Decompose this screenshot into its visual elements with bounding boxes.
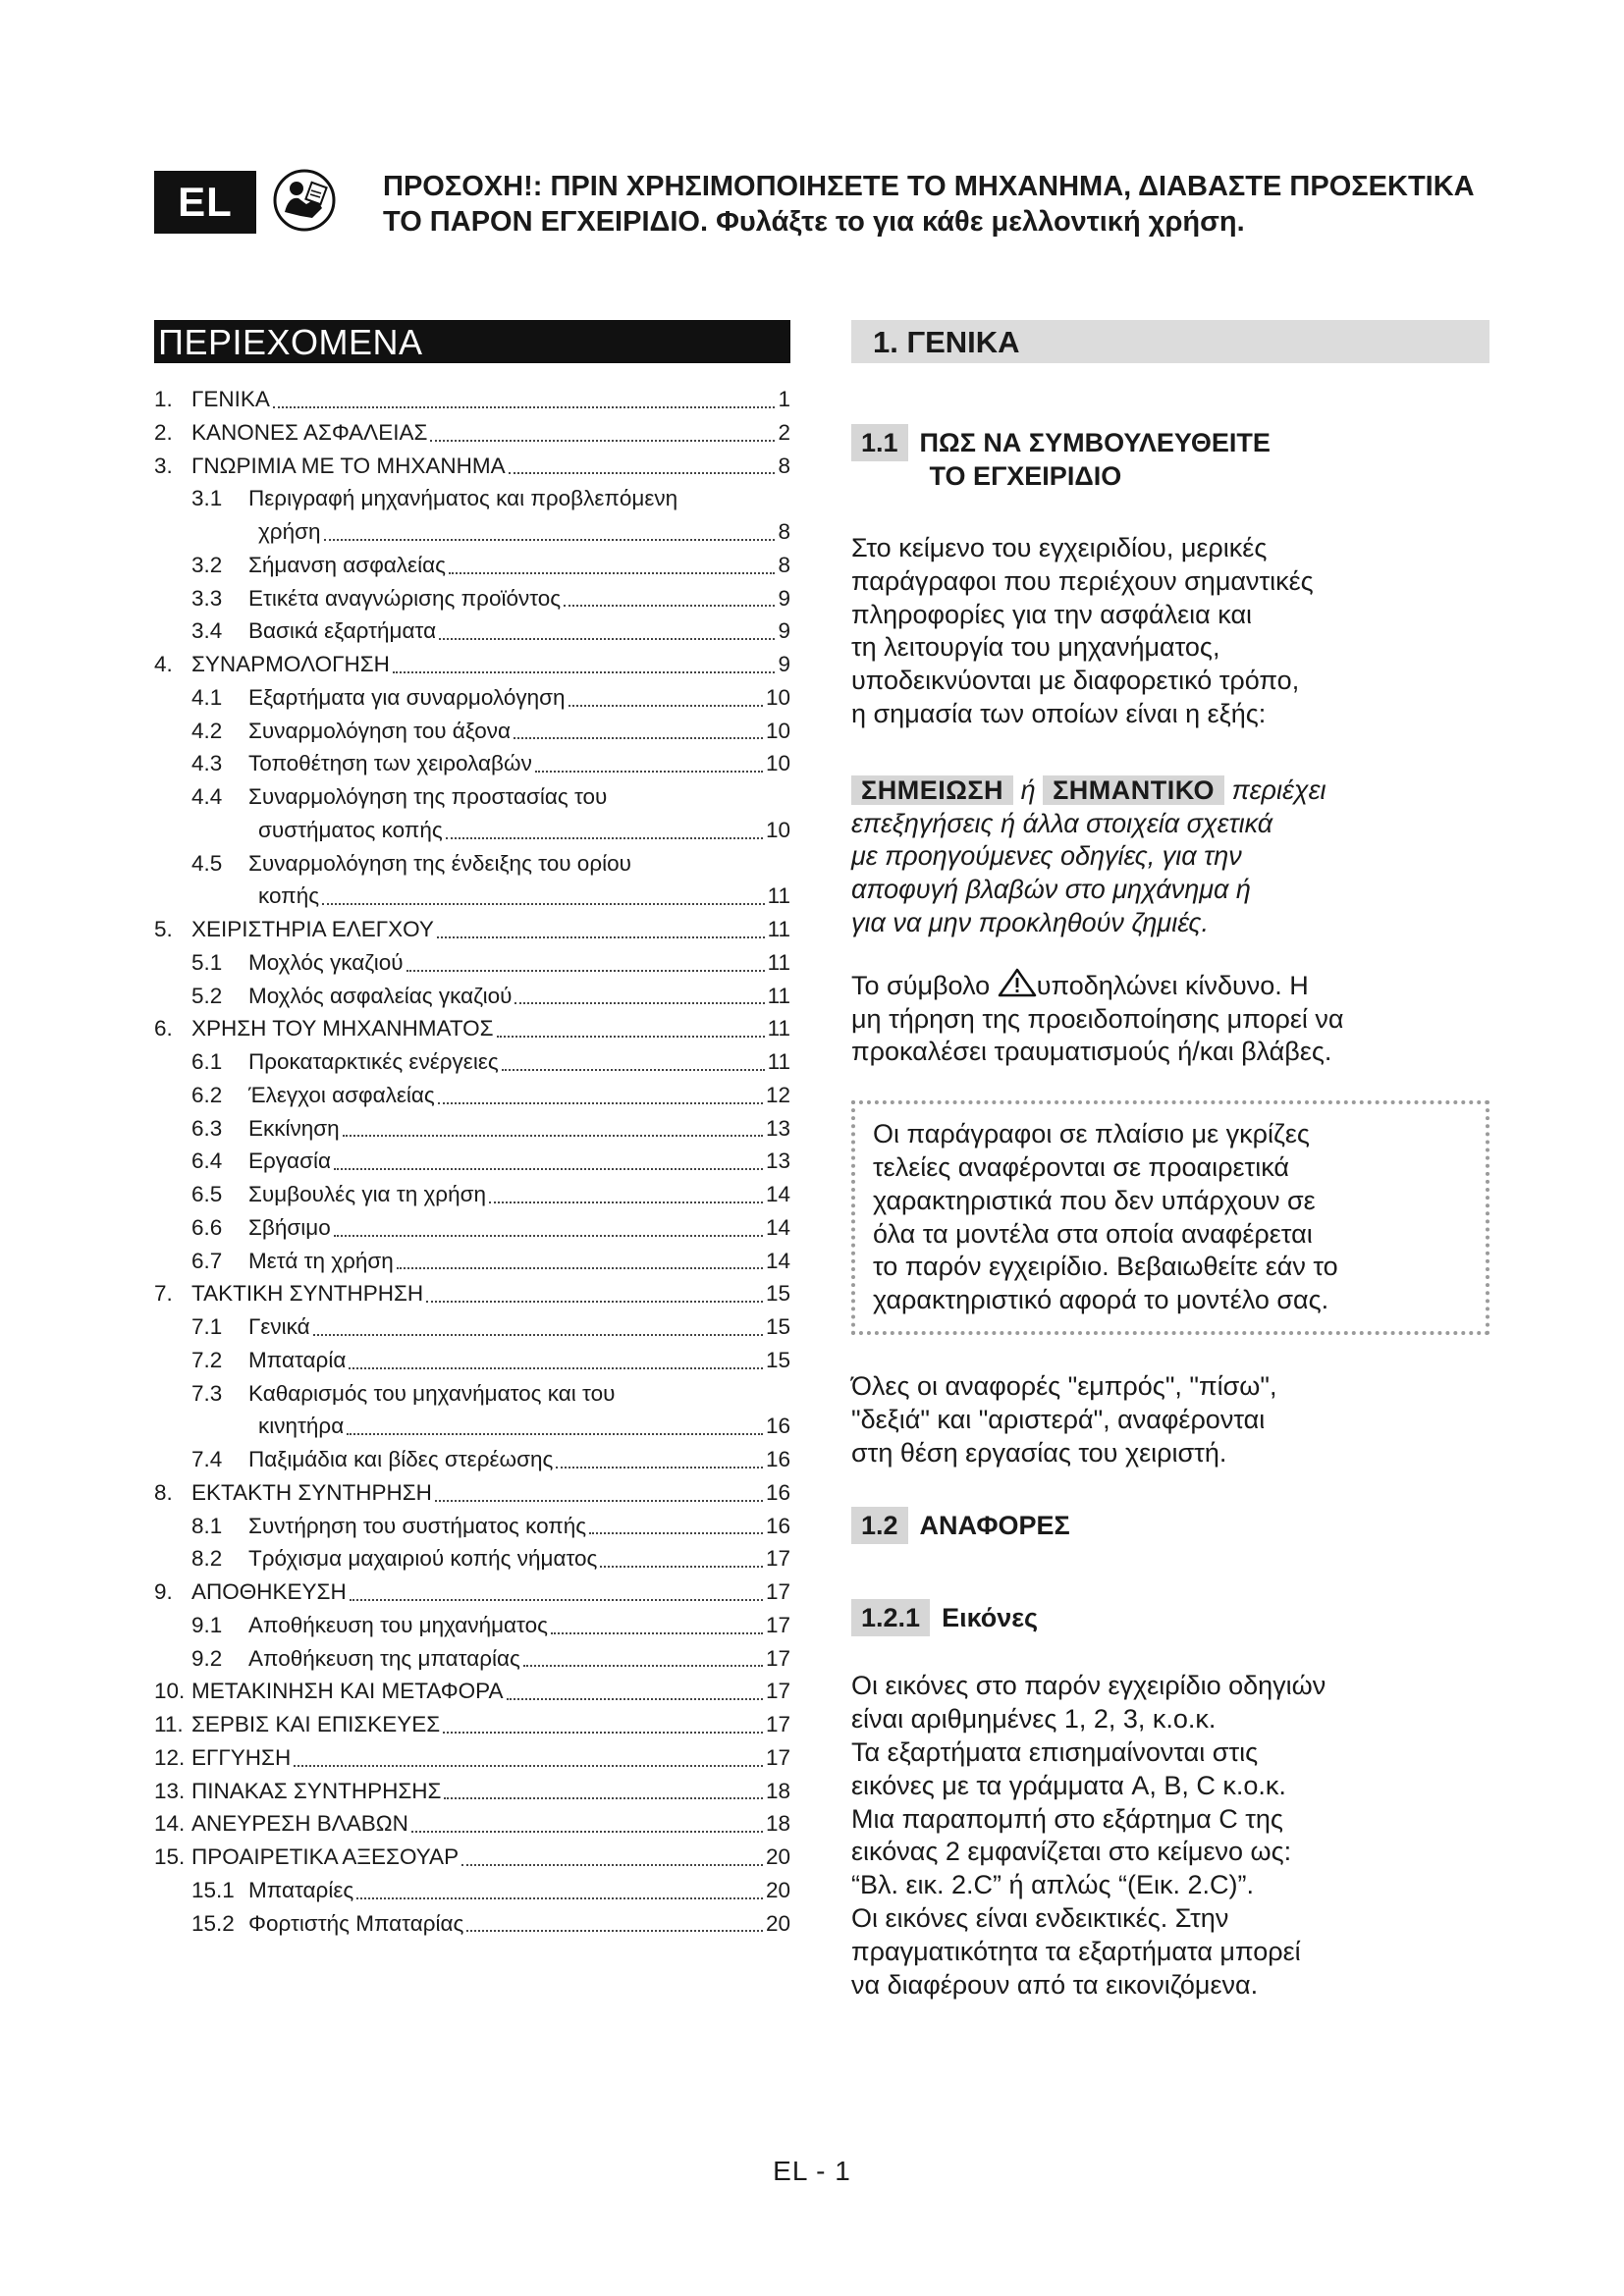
text-line: με προηγούμενες οδηγίες, για την [851, 841, 1242, 872]
toc-entry[interactable] [154, 1277, 790, 1310]
toc-dot-leader [406, 970, 765, 972]
header-warning [383, 169, 1522, 240]
toc-dot-leader [461, 1864, 763, 1866]
toc-entry-page: 10 [765, 684, 790, 710]
toc-entry-label: Προκαταρκτικές ενέργειες [248, 1049, 499, 1074]
toc-entry-number: 7.3 [191, 1380, 223, 1406]
toc-title: ΠΕΡΙΕΧΟΜΕΝΑ [154, 320, 790, 363]
note-after: περιέχει [1231, 774, 1326, 805]
toc-entry-number: 7. [154, 1281, 173, 1307]
reader-manual-icon [273, 169, 336, 232]
toc-entry-label: ΧΕΙΡΙΣΤΗΡΙΑ ΕΛΕΓΧΟΥ [191, 917, 434, 941]
note-paragraph [851, 774, 1489, 940]
toc-entry-page: 17 [765, 1579, 790, 1604]
toc-entry[interactable] [154, 1178, 790, 1211]
text-line: “Βλ. εικ. 2.C” ή απλώς “(Εικ. 2.C)”. [851, 1870, 1254, 1900]
text-line: η σημασία των οποίων είναι η εξής: [851, 698, 1267, 728]
toc-entry[interactable] [154, 648, 790, 681]
toc-entry-number: 7.1 [191, 1314, 223, 1339]
toc-entry[interactable] [154, 1609, 790, 1642]
toc-entry-page: 13 [765, 1115, 790, 1141]
text-line: είναι αριθμημένες 1, 2, 3, κ.ο.κ. [851, 1704, 1217, 1735]
toc-entry-label: ΑΠΟΘΗΚΕΥΣΗ [191, 1579, 347, 1604]
text-line: προκαλέσει τραυματισμούς ή/και βλάβες. [851, 1037, 1332, 1067]
toc-entry-page: 17 [765, 1645, 790, 1671]
text-line: "δεξιά" και "αριστερά", αναφέρονται [851, 1404, 1266, 1434]
toc-entry-label: κινητήρα [258, 1414, 345, 1439]
toc-entry[interactable] [154, 847, 790, 881]
toc-entry-number: 6.2 [191, 1082, 223, 1107]
toc-entry-number: 10. [154, 1679, 186, 1704]
toc-dot-leader [489, 1201, 763, 1203]
toc-entry-label: Μπαταρία [248, 1347, 347, 1372]
toc-entry[interactable] [154, 1476, 790, 1510]
subsection-title-line2: ΤΟ ΕΓΧΕΙΡΙΔΙΟ [929, 461, 1122, 491]
text-line: Οι εικόνες στο παρόν εγχειρίδιο οδηγιών [851, 1671, 1326, 1701]
toc-entry-number: 7.4 [191, 1447, 223, 1471]
directions-paragraph [851, 1370, 1489, 1469]
toc-entry-label: Σήμανση ασφαλείας [248, 552, 446, 577]
toc-entry-label: κοπής [258, 883, 320, 909]
toc-entry-label: Έλεγχοι ασφαλείας [248, 1082, 435, 1107]
toc-entry-page: 1 [778, 387, 790, 411]
text-line: εικόνες με τα γράμματα A, B, C κ.ο.κ. [851, 1770, 1286, 1800]
toc-entry-label: ΣΕΡΒΙΣ ΚΑΙ ΕΠΙΣΚΕΥΕΣ [191, 1712, 441, 1736]
toc-entry-number: 4.5 [191, 850, 223, 876]
text-line: Οι παράγραφοι σε πλαίσιο με γκρίζες [873, 1119, 1310, 1149]
toc-dot-leader [411, 1831, 763, 1833]
toc-entry-label: ΜΕΤΑΚΙΝΗΣΗ ΚΑΙ ΜΕΤΑΦΟΡΑ [191, 1679, 504, 1704]
toc-entry-label: Μοχλός γκαζιού [248, 949, 404, 975]
toc-entry-number: 6.3 [191, 1115, 223, 1141]
toc-entry[interactable] [154, 715, 790, 748]
toc-entry-label: ΧΡΗΣΗ ΤΟΥ ΜΗΧΑΝΗΜΑΤΟΣ [191, 1016, 494, 1041]
toc-entry-label: Συμβουλές για τη χρήση [248, 1182, 486, 1206]
section-title: 1. ΓΕΝΙΚΑ [851, 320, 1489, 363]
toc-entry-label: Συναρμολόγηση του άξονα [248, 718, 512, 743]
toc-entry[interactable] [154, 1741, 790, 1775]
toc-entry-number: 9. [154, 1579, 173, 1604]
text-line: υποδεικνύονται με διαφορετικό τρόπο, [851, 666, 1300, 696]
text-line: τη λειτουργία του μηχανήματος, [851, 632, 1220, 663]
main-content [851, 320, 1489, 2002]
toc-dot-leader [514, 737, 763, 739]
toc-entry-label: Γενικά [248, 1314, 310, 1339]
toc-entry-number: 1. [154, 387, 173, 411]
toc-entry-label: Συντήρηση του συστήματος κοπής [248, 1513, 587, 1538]
toc-dot-leader [535, 771, 763, 773]
toc-entry[interactable] [154, 1675, 790, 1708]
toc-dot-leader [294, 1765, 763, 1767]
toc-entry[interactable] [154, 1542, 790, 1575]
figures-paragraph [851, 1670, 1489, 2002]
toc-entry[interactable] [154, 450, 790, 483]
toc-entry-page: 17 [765, 1546, 790, 1572]
toc-entry-label: χρήση [258, 519, 321, 544]
toc-entry[interactable] [154, 1841, 790, 1874]
subsection-title: Εικόνες [942, 1603, 1039, 1633]
toc-entry[interactable] [154, 1045, 790, 1079]
toc-dot-leader [449, 572, 776, 574]
note-or: ή [1020, 774, 1036, 805]
toc-entry-label: Εργασία [248, 1148, 331, 1174]
toc-dot-leader [334, 1235, 763, 1237]
toc-entry-label: Μπαταρίες [248, 1877, 354, 1902]
toc-entry-number: 8.2 [191, 1546, 223, 1572]
toc-entry-page: 20 [765, 1877, 790, 1902]
toc-entry-label: συστήματος κοπής [258, 817, 443, 842]
text-line: τελείες αναφέρονται σε προαιρετικά [873, 1151, 1289, 1182]
toc-entry[interactable] [154, 880, 790, 913]
toc-entry-label: Ετικέτα αναγνώρισης προϊόντος [248, 585, 562, 611]
toc-entry-number: 8. [154, 1479, 173, 1505]
toc-entry-page: 14 [765, 1248, 790, 1273]
text-span: Το σύμβολο [851, 970, 991, 1000]
toc-entry[interactable] [154, 780, 790, 814]
toc-entry-label: Παξιμάδια και βίδες στερέωσης [248, 1447, 554, 1471]
toc-entry-page: 14 [765, 1214, 790, 1240]
toc-entry[interactable] [154, 1807, 790, 1841]
toc-entry-page: 9 [778, 618, 790, 644]
toc-entry-label: ΓΝΩΡΙΜΙΑ ΜΕ ΤΟ ΜΗΧΑΝΗΜΑ [191, 453, 506, 478]
toc-entry-label: Βασικά εξαρτήματα [248, 618, 437, 644]
toc-entry[interactable] [154, 1443, 790, 1476]
text-line: παράγραφοι που περιέχουν σημαντικές [851, 565, 1314, 596]
subsection-number: 1.2.1 [851, 1599, 930, 1636]
toc-entry-label: ΚΑΝΟΝΕΣ ΑΣΦΑΛΕΙΑΣ [191, 419, 428, 445]
toc-dot-leader [466, 1930, 763, 1932]
toc-entry-page: 15 [765, 1347, 790, 1372]
toc-entry[interactable] [154, 946, 790, 980]
toc-entry[interactable] [154, 1145, 790, 1178]
toc-entry-page: 9 [778, 585, 790, 611]
optional-features-box [851, 1100, 1489, 1335]
toc-entry[interactable] [154, 1344, 790, 1377]
toc-entry-page: 11 [767, 1049, 790, 1074]
toc-entry-page: 10 [765, 751, 790, 776]
toc-entry-label: ΣΥΝΑΡΜΟΛΟΓΗΣΗ [191, 652, 390, 676]
toc-entry-label: ΤΑΚΤΙΚΗ ΣΥΝΤΗΡΗΣΗ [191, 1281, 424, 1307]
symbol-paragraph [851, 968, 1489, 1069]
toc-entry-number: 6.6 [191, 1214, 223, 1240]
toc-entry-number: 3.3 [191, 585, 223, 611]
toc-entry-number: 9.2 [191, 1645, 223, 1671]
toc-entry-label: Μοχλός ασφαλείας γκαζιού [248, 983, 513, 1008]
toc-entry[interactable] [154, 747, 790, 780]
subsection-1-1-heading [851, 424, 1489, 493]
toc-dot-leader [507, 1698, 763, 1700]
toc-entry-page: 10 [765, 718, 790, 743]
toc-dot-leader [334, 1168, 763, 1170]
text-line: Τα εξαρτήματα επισημαίνονται στις [851, 1736, 1259, 1767]
intro-paragraph [851, 532, 1489, 731]
toc-dot-leader [589, 1532, 763, 1534]
toc-entry[interactable] [154, 1642, 790, 1676]
toc-dot-leader [446, 837, 763, 839]
text-line: εικόνας 2 εμφανίζεται στο κείμενο ως: [851, 1837, 1292, 1867]
language-badge: EL [154, 171, 256, 234]
toc-entry-number: 7.2 [191, 1347, 223, 1372]
toc-entry-number: 3.4 [191, 618, 223, 644]
toc-entry-page: 17 [765, 1744, 790, 1770]
toc-entry-number: 12. [154, 1744, 186, 1770]
page-number: EL - 1 [773, 2156, 851, 2186]
text-line: να διαφέρουν από τα εικονιζόμενα. [851, 1969, 1259, 2000]
subsection-1-2-1-heading [851, 1599, 1489, 1636]
toc-entry-label: Συναρμολόγηση της ένδειξης του ορίου [248, 850, 631, 876]
toc-entry-number: 4. [154, 652, 173, 676]
toc-entry-label: ΕΚΤΑΚΤΗ ΣΥΝΤΗΡΗΣΗ [191, 1479, 432, 1505]
toc-entry-number: 15.1 [191, 1877, 235, 1902]
toc-dot-leader [397, 1267, 763, 1269]
toc-dot-leader [273, 406, 776, 408]
toc-dot-leader [514, 1002, 764, 1004]
toc-entry-label: Συναρμολόγηση της προστασίας του [248, 784, 608, 809]
text-line: στη θέση εργασίας του χειριστή. [851, 1437, 1227, 1468]
toc-entry[interactable] [154, 482, 790, 515]
text-line: Όλες οι αναφορές "εμπρός", "πίσω", [851, 1370, 1277, 1401]
toc-entry-page: 16 [765, 1479, 790, 1505]
toc-entry[interactable] [154, 1211, 790, 1245]
toc-entry-page: 9 [778, 652, 790, 676]
warning-triangle-icon [998, 968, 1037, 997]
text-span: υποδηλώνει κίνδυνο. Η [1036, 970, 1309, 1000]
toc-entry-page: 12 [765, 1082, 790, 1107]
toc-entry-page: 13 [765, 1148, 790, 1174]
header-warning-line2: ΤΟ ΠΑΡΟΝ ΕΓΧΕΙΡΙΔΙΟ. Φυλάξτε το για κάθε μελλοντική χρήση. [383, 206, 1245, 238]
toc-entry[interactable] [154, 1012, 790, 1045]
toc-dot-leader [523, 1665, 763, 1667]
toc-entry-number: 3.1 [191, 486, 223, 511]
toc-dot-leader [322, 903, 765, 905]
note-chip: ΣΗΜΕΙΩΣΗ [851, 775, 1013, 805]
toc-entry-number: 13. [154, 1778, 186, 1803]
toc-entry-page: 20 [765, 1910, 790, 1936]
toc-entry-number: 5. [154, 917, 173, 941]
toc-entry-label: Αποθήκευση του μηχανήματος [248, 1612, 548, 1637]
toc-dot-leader [343, 1135, 763, 1137]
toc-entry-label: Φορτιστής Μπαταρίας [248, 1910, 464, 1936]
toc-entry[interactable] [154, 1874, 790, 1907]
toc-entry-page: 15 [765, 1314, 790, 1339]
toc-dot-leader [313, 1334, 763, 1336]
toc-entry-page: 17 [765, 1712, 790, 1736]
toc-dot-leader [568, 705, 763, 707]
toc-entry[interactable] [154, 913, 790, 946]
toc-entry-page: 2 [778, 419, 790, 445]
toc-entry-number: 6.5 [191, 1182, 223, 1206]
toc-entry-number: 6. [154, 1016, 173, 1041]
toc-entry-number: 11. [154, 1712, 184, 1736]
toc-dot-leader [443, 1732, 763, 1734]
toc-entry-page: 11 [767, 917, 790, 941]
toc-entry-label: ΕΓΓΥΗΣΗ [191, 1744, 292, 1770]
toc-entry[interactable] [154, 1907, 790, 1941]
toc-entry-label: Τοποθέτηση των χειρολαβών [248, 751, 532, 776]
toc-entry-page: 15 [765, 1281, 790, 1307]
toc-entry-label: ΠΙΝΑΚΑΣ ΣΥΝΤΗΡΗΣΗΣ [191, 1778, 442, 1803]
toc-entry-number: 4.2 [191, 718, 223, 743]
toc-entry-label: Τρόχισμα μαχαιριού κοπής νήματος [248, 1546, 598, 1572]
toc-entry-page: 10 [765, 817, 790, 842]
toc-dot-leader [600, 1566, 763, 1568]
text-line: χαρακτηριστικό αφορά το μοντέλο σας. [873, 1285, 1329, 1315]
toc-entry-number: 3.2 [191, 552, 223, 577]
text-line: πληροφορίες για την ασφάλεια και [851, 599, 1253, 629]
toc-entry[interactable] [154, 614, 790, 648]
toc-entry-number: 15.2 [191, 1910, 235, 1936]
toc-entry-page: 8 [778, 453, 790, 478]
toc-entry-number: 6.1 [191, 1049, 223, 1074]
toc-dot-leader [347, 1433, 763, 1435]
text-line: Στο κείμενο του εγχειριδίου, μερικές [851, 533, 1268, 562]
toc-entry-number: 4.3 [191, 751, 223, 776]
toc-entry-number: 6.7 [191, 1248, 223, 1273]
toc-entry-label: ΠΡΟΑΙΡΕΤΙΚΑ ΑΞΕΣΟΥΑΡ [191, 1844, 460, 1869]
toc-entry-number: 4.4 [191, 784, 223, 809]
toc-dot-leader [349, 1367, 763, 1369]
toc-dot-leader [356, 1897, 763, 1899]
toc-entry[interactable] [154, 681, 790, 715]
toc-entry-number: 15. [154, 1844, 186, 1869]
toc-entry[interactable] [154, 549, 790, 582]
text-line: Μια παραπομπή στο εξάρτημα C της [851, 1803, 1283, 1834]
text-line: Οι εικόνες είναι ενδεικτικές. Στην [851, 1902, 1229, 1933]
toc-entry-number: 2. [154, 419, 173, 445]
toc-dot-leader [556, 1467, 763, 1468]
toc-entry[interactable] [154, 1112, 790, 1146]
toc-dot-leader [393, 671, 776, 673]
toc-entry[interactable] [154, 416, 790, 450]
toc-entry-label: ΓΕΝΙΚΑ [191, 387, 270, 411]
toc-entry[interactable] [154, 1245, 790, 1278]
toc-entry-page: 18 [765, 1778, 790, 1803]
toc-entry[interactable] [154, 1708, 790, 1741]
toc-entry-number: 3. [154, 453, 173, 478]
toc-entry[interactable] [154, 980, 790, 1013]
toc-entry-label: Εκκίνηση [248, 1115, 340, 1141]
toc-entry-number: 5.2 [191, 983, 223, 1008]
toc-entry[interactable] [154, 1775, 790, 1808]
toc-entry-label: ΑΝΕΥΡΕΣΗ ΒΛΑΒΩΝ [191, 1811, 408, 1837]
subsection-title: ΑΝΑΦΟΡΕΣ [919, 1511, 1070, 1541]
toc-dot-leader [444, 1797, 763, 1799]
toc-entry[interactable] [154, 1310, 790, 1344]
text-line: πραγματικότητα τα εξαρτήματα μπορεί [851, 1936, 1301, 1966]
text-line: χαρακτηριστικά που δεν υπάρχουν σε [873, 1185, 1316, 1215]
toc-entry[interactable] [154, 1510, 790, 1543]
toc-dot-leader [324, 539, 776, 541]
toc-entry[interactable] [154, 1575, 790, 1609]
toc-dot-leader [426, 1301, 763, 1303]
toc-entry-page: 8 [778, 552, 790, 577]
toc-dot-leader [438, 1102, 763, 1104]
toc-entry-page: 11 [767, 949, 790, 975]
toc-entry-page: 16 [765, 1447, 790, 1471]
toc-dot-leader [564, 605, 775, 607]
text-line: το παρόν εγχειρίδιο. Βεβαιωθείτε εάν το [873, 1252, 1338, 1282]
toc-entry[interactable] [154, 1410, 790, 1443]
toc-dot-leader [509, 472, 776, 474]
toc-entry[interactable] [154, 1377, 790, 1411]
subsection-1-2-heading [851, 1507, 1489, 1544]
subsection-title-line1: ΠΩΣ ΝΑ ΣΥΜΒΟΥΛΕΥΘΕΙΤΕ [919, 428, 1271, 457]
text-line: επεξηγήσεις ή άλλα στοιχεία σχετικά [851, 808, 1273, 838]
toc-dot-leader [430, 440, 775, 442]
toc-entry-page: 17 [765, 1679, 790, 1704]
toc-entry-label: Σβήσιμο [248, 1214, 331, 1240]
toc-entry-page: 20 [765, 1844, 790, 1869]
toc-entry-page: 11 [767, 983, 790, 1008]
text-line: αποφυγή βλαβών στο μηχάνημα ή [851, 875, 1251, 905]
toc-dot-leader [437, 936, 765, 938]
toc-entry-number: 14. [154, 1811, 186, 1837]
toc-entry-label: Καθαρισμός του μηχανήματος και του [248, 1380, 616, 1406]
toc-entry-page: 8 [778, 519, 790, 544]
toc-entry-page: 17 [765, 1612, 790, 1637]
toc-dot-leader [350, 1599, 763, 1601]
toc-entry[interactable] [154, 814, 790, 847]
page-header [154, 165, 1529, 243]
toc-entry-page: 11 [767, 1016, 790, 1041]
table-of-contents [154, 320, 790, 1940]
subsection-title [920, 424, 1271, 493]
toc-entry-label: Μετά τη χρήση [248, 1248, 394, 1273]
toc-entry-number: 5.1 [191, 949, 223, 975]
toc-entry-number: 6.4 [191, 1148, 223, 1174]
toc-entry[interactable] [154, 582, 790, 615]
text-line: μη τήρηση της προειδοποίησης μπορεί να [851, 1003, 1344, 1034]
toc-dot-leader [435, 1500, 763, 1502]
important-chip: ΣΗΜΑΝΤΙΚΟ [1043, 775, 1224, 805]
text-line: για να μην προκληθούν ζημιές. [851, 907, 1209, 937]
toc-entry-label: Περιγραφή μηχανήματος και προβλεπόμενη [248, 486, 678, 511]
toc-list [154, 383, 790, 1940]
toc-entry-page: 16 [765, 1513, 790, 1538]
toc-entry-page: 16 [765, 1414, 790, 1439]
toc-entry-page: 11 [767, 883, 790, 909]
toc-entry-page: 14 [765, 1182, 790, 1206]
toc-entry[interactable] [154, 383, 790, 416]
toc-dot-leader [497, 1036, 765, 1038]
toc-entry-number: 8.1 [191, 1513, 223, 1538]
toc-entry[interactable] [154, 1079, 790, 1112]
toc-entry-number: 4.1 [191, 684, 223, 710]
toc-dot-leader [439, 638, 775, 640]
text-line: όλα τα μοντέλα στα οποία αναφέρεται [873, 1218, 1313, 1249]
toc-dot-leader [502, 1069, 765, 1071]
toc-entry-label: Αποθήκευση της μπαταρίας [248, 1645, 520, 1671]
toc-dot-leader [551, 1632, 763, 1634]
toc-entry-page: 18 [765, 1811, 790, 1837]
subsection-number: 1.2 [851, 1507, 908, 1544]
toc-entry-number: 9.1 [191, 1612, 223, 1637]
header-warning-line1: ΠΡΟΣΟΧΗ!: ΠΡΙΝ ΧΡΗΣΙΜΟΠΟΙΗΣΕΤΕ ΤΟ ΜΗΧΑΝΗΜΑ, ΔΙΑΒΑΣΤΕ ΠΡΟΣΕΚΤΙΚΑ [383, 171, 1475, 202]
toc-entry[interactable] [154, 515, 790, 549]
subsection-number: 1.1 [851, 424, 908, 461]
toc-entry-label: Εξαρτήματα για συναρμολόγηση [248, 684, 566, 710]
